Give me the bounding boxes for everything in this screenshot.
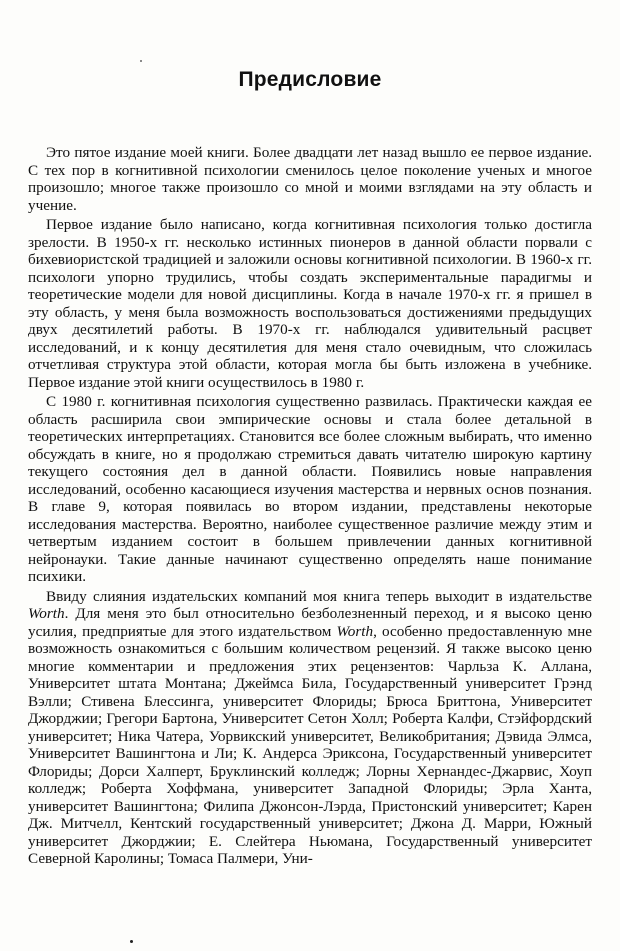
paragraph-3: С 1980 г. когнитивная психология существенно развилась. Практически каждая ее область расширила свои эмпирические основы и стала более детальной в теоретических интерпретациях. Становится все более сложным выбирать, что именно обсуждать в книге, но я продолжаю стремиться давать читателю широкую картину текущего состояния дел в данной области. Появились новые направления исследований, особенно касающиеся изучения мастерства и нервных основ познания. В главе 9, которая появилась во втором издании, представлены некоторые исследования мастерства. Вероятно, наиболее существенное различие между этим и четвертым изданием состоит в большем привлечении данных когнитивной нейронауки. Такие данные начинают существенно определять наше понимание психики. bbox=[28, 393, 592, 585]
paragraph-4-part-3: , особенно предоставленную мне возможность ознакомиться с большим количеством рецензий. Я также высоко ценю многие комментарии и предложения этих рецензентов: Чарльза К. Аллана, Университет штата Монтана; Джеймса Била, Государственный университет Грэнд Вэлли; Стивена Блессинга, университет Флориды; Брюса Бриттона, Университет Джорджии; Грегори Бартона, Университет Сетон Холл; Роберта Калфи, Стэйфордский университет; Ника Чатера, Уорвикский университет, Великобритания; Дэвида Элмса, Университет Вашингтона и Ли; К. Андерса Эриксона, Государственный университет Флориды; Дорси Халперт, Бруклинский колледж; Лорны Хернандес-Джарвис, Хоуп колледж; Роберта Хоффмана, университет Западной Флориды; Эрла Ханта, университет Вашингтона; Филипа Джонсон-Лэрда, Пристонский университет; Карен Дж. Митчелл, Кентский государственный университет; Джона Д. Марри, Южный университет Джорджии; Е. Слейтера Ньюмана, Государственный университет Северной Каролины; Томаса Палмери, Уни- bbox=[28, 622, 592, 867]
scan-speck-2 bbox=[140, 60, 142, 62]
paragraph-4-part-1: Ввиду слияния издательских компаний моя книга теперь выходит в издательстве bbox=[46, 587, 592, 605]
paragraph-4-part-2: . Для меня это был относительно безболезненный переход, и я высоко ценю усилия, предприятые для этого издательством bbox=[28, 605, 592, 640]
paragraph-1: Это пятое издание моей книги. Более двадцати лет назад вышло ее первое издание. С тех пор в когнитивной психологии сменилось целое поколение ученых и многое произошло; многое также произошло со мной и моими взглядами на эту область и учение. bbox=[28, 144, 592, 214]
paragraph-4 bbox=[28, 588, 592, 868]
scan-speck bbox=[130, 940, 133, 943]
publisher-name-2: Worth bbox=[336, 622, 374, 640]
paragraph-2: Первое издание было написано, когда когнитивная психология только достигла зрелости. В 1950-х гг. несколько истинных пионеров в данной области порвали с бихевиористской традицией и заложили основы когнитивной психологии. В 1960-х гг. психологи упорно трудились, чтобы создать экспериментальные парадигмы и теоретические модели для новой дисциплины. Когда в начале 1970-х гг. я пришел в эту область, у меня была возможность воспользоваться достижениями предыдущих двух десятилетий работы. В 1970-х гг. наблюдался удивительный расцвет исследований, и к концу десятилетия для меня стало очевидным, что сложилась отчетливая структура этой области, которая могла бы быть изложена в учебнике. Первое издание этой книги осуществилось в 1980 г. bbox=[28, 216, 592, 391]
page-title: Предисловие bbox=[238, 68, 382, 91]
body-text bbox=[28, 144, 592, 870]
publisher-name-1: Worth bbox=[28, 605, 65, 622]
